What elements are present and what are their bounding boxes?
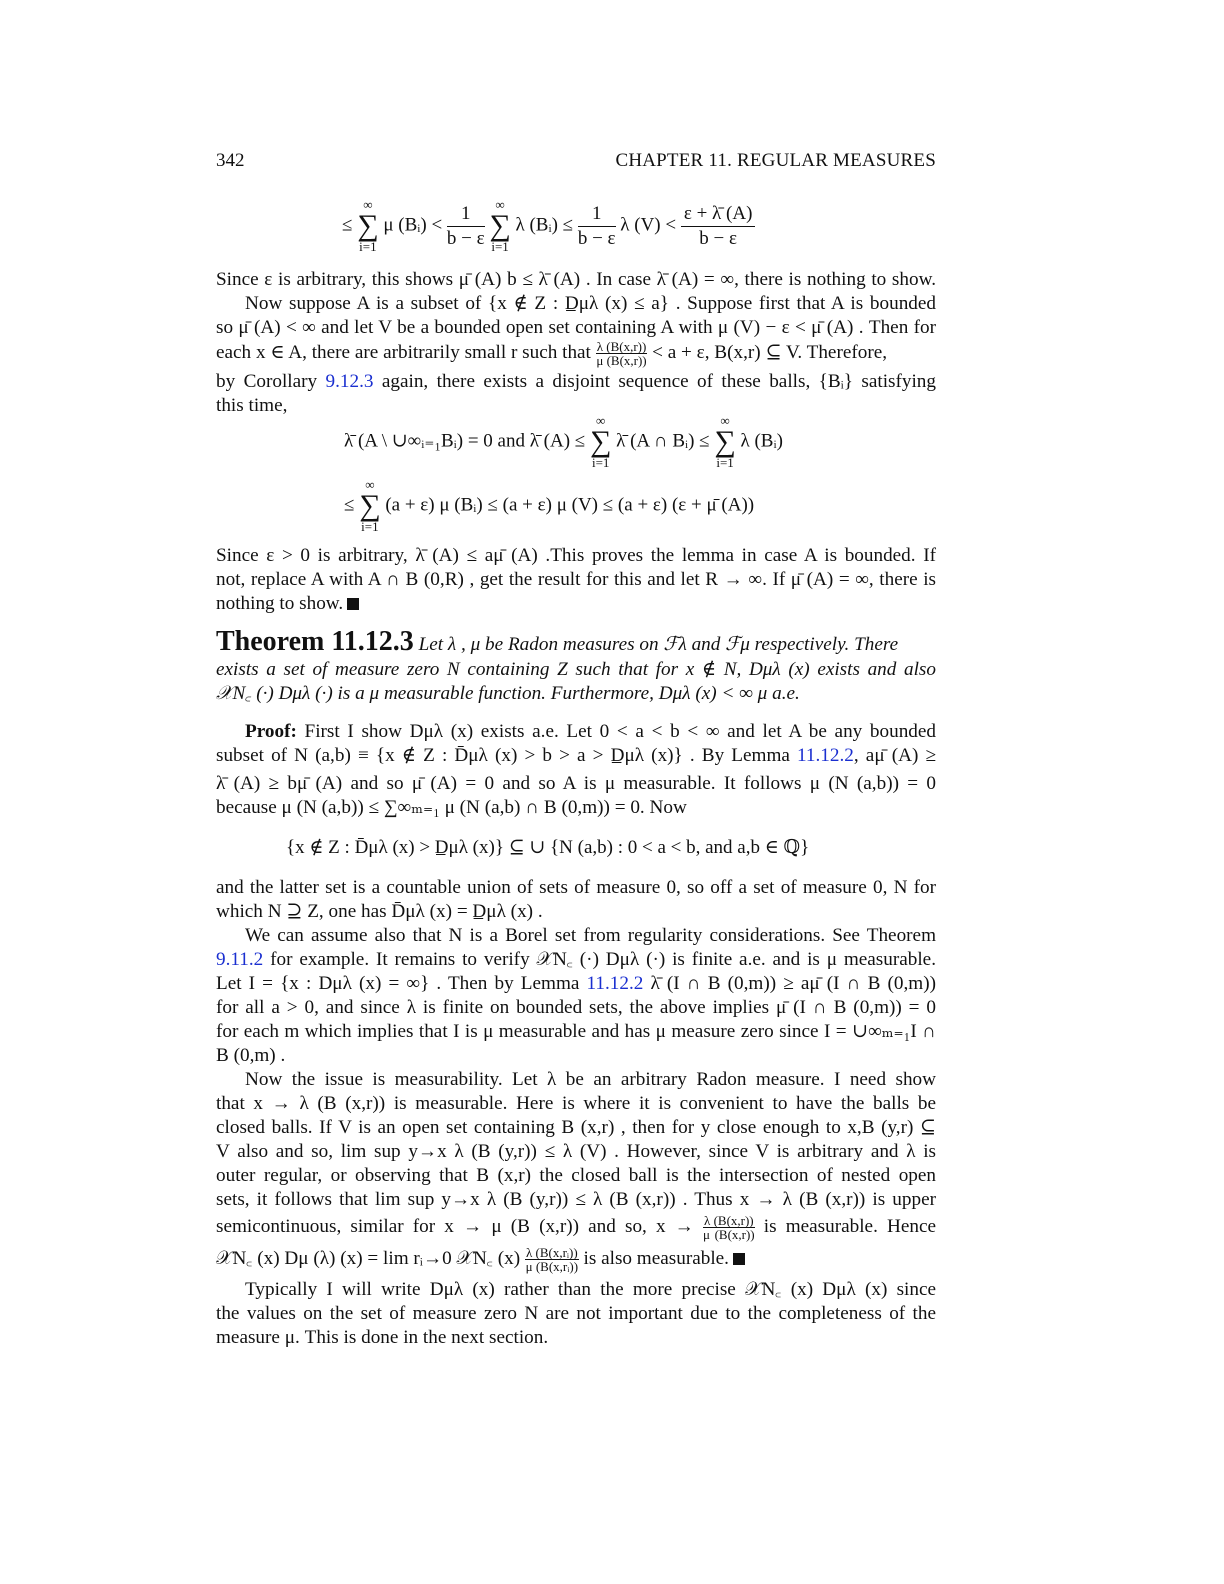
paragraph-line: for all a > 0, and since λ is finite on bounded sets, the above implies μ̄ (I ∩ B (0,m)) = 0: [216, 997, 936, 1018]
eq-text: λ (Bᵢ): [740, 430, 783, 452]
theorem-text: 𝒳N꜀ (·) Dμλ (·) is a μ measurable function. Furthermore, Dμλ (x) < ∞ μ a.e.: [216, 683, 800, 704]
fraction: $\frac{\varepsilon + \lambdā (A)}{b - \varepsilon}$: [681, 202, 756, 251]
paragraph-line: B (0,m) .: [216, 1045, 286, 1066]
paragraph-line: so μ̄ (A) < ∞ and let V be a bounded open set containing A with μ (V) − ε < μ̄ (A) . Then for: [216, 317, 936, 338]
page-number: 342: [216, 150, 245, 171]
summation: ∞ ∑ i=1: [590, 413, 612, 470]
paragraph-line: Since ε is arbitrary, this shows μ̄ (A) b ≤ λ̄ (A) . In case λ̄ (A) = ∞, there is nothing to show.: [216, 269, 936, 290]
paragraph-line: outer regular, or observing that B (x,r) the closed ball is the intersection of nested open: [216, 1165, 936, 1186]
text-span: First I show Dμλ (x) exists a.e. Let 0 < a < b < ∞ and let A be any bounded: [304, 721, 937, 742]
theorem-text: exists a set of measure zero N containing Z such that for x ∉ N, Dμλ (x) exists and also: [216, 659, 936, 680]
lemma-link[interactable]: 11.12.2: [586, 973, 644, 994]
proof-line: which N ⊇ Z, one has D̄μλ (x) = D̲μλ (x) .: [216, 901, 543, 922]
theorem-link[interactable]: 9.11.2: [216, 949, 264, 970]
qed-square-icon: [733, 1253, 745, 1265]
eq-text: μ (Bᵢ) <: [383, 214, 443, 236]
theorem-text: Let λ , μ be Radon measures on ℱλ and ℱμ respectively. There: [418, 634, 899, 655]
proof-line: and the latter set is a countable union of sets of measure 0, so off a set of measure 0, N for: [216, 877, 936, 898]
fraction: $\frac{1}{b - \varepsilon}$: [577, 202, 616, 249]
paragraph-line: for each m which implies that I is μ measurable and has μ measure zero since I = ∪∞ₘ₌₁I ∩: [216, 1021, 936, 1042]
paragraph-line: V also and so, lim sup y→x λ (B (y,r)) ≤ λ (V) . However, since V is arbitrary and λ is: [216, 1141, 936, 1162]
text-span: subset of N (a,b) ≡ {x ∉ Z : D̄μλ (x) > b > a > D̲μλ (x)} . By Lemma: [216, 745, 790, 766]
paragraph-line: Since ε > 0 is arbitrary, λ̄ (A) ≤ aμ̄ (A) .This proves the lemma in case A is bounded. If: [216, 545, 936, 566]
proof-line: because μ (N (a,b)) ≤ ∑∞ₘ₌₁ μ (N (a,b) ∩ B (0,m)) = 0. Now: [216, 797, 687, 818]
display-equation-4: {x ∉ Z : D̄μλ (x) > D̲μλ (x)} ⊆ ∪ {N (a,b) : 0 < a < b, and a,b ∈ ℚ}: [286, 837, 810, 858]
lemma-link[interactable]: 11.12.2: [797, 745, 854, 766]
eq-text: (a + ε) μ (Bᵢ) ≤ (a + ε) μ (V) ≤ (a + ε) (ε + μ̄ (A)): [385, 494, 755, 516]
summation: ∞ ∑ i=1: [359, 477, 381, 534]
paragraph-line: closed balls. If V is an open set containing B (x,r) , then for y close enough to x,B (y,r) ⊆: [216, 1117, 936, 1138]
paragraph-line: that x → λ (B (x,r)) is measurable. Here is where it is convenient to have the balls be: [216, 1093, 936, 1114]
paragraph-line: [216, 370, 936, 394]
fraction: $\frac{1}{b - \varepsilon}$: [446, 202, 485, 249]
eq-text: λ (Bᵢ) ≤: [515, 214, 574, 236]
paragraph-line: Typically I will write Dμλ (x) rather than the more precise 𝒳N꜀ (x) Dμλ (x) since: [245, 1279, 936, 1300]
text-span: is measurable. Hence: [763, 1215, 936, 1237]
paragraph-line: the values on the set of measure zero N are not important due to the completeness of the: [216, 1303, 936, 1324]
text-span: 𝒳N꜀ (x) Dμ (λ) (x) = lim rᵢ→0 𝒳N꜀ (x): [216, 1247, 521, 1269]
summation: ∞ ∑ i=1: [489, 197, 511, 254]
qed-square-icon: [347, 598, 359, 610]
proof-line: λ̄ (A) ≥ bμ̄ (A) and so μ̄ (A) = 0 and so A is μ measurable. It follows μ (N (a,b)) = 0: [216, 773, 936, 794]
summation: ∞ ∑ i=1: [714, 413, 736, 470]
text-span: nothing to show.: [216, 593, 344, 614]
text-span: λ̄ (I ∩ B (0,m)) ≥ aμ̄ (I ∩ B (0,m)): [650, 973, 937, 994]
inline-fraction: $\frac{\text{λ (B(x,rᵢ))}}{\text{μ (B(x,rᵢ))}}$: [525, 1245, 579, 1274]
theorem-line: [216, 626, 936, 661]
corollary-link[interactable]: 9.12.3: [325, 371, 374, 392]
paragraph-line: [216, 1214, 936, 1241]
eq-text: ≤: [344, 494, 355, 516]
proof-line: [216, 744, 936, 768]
text-span: , aμ̄ (A) ≥: [853, 745, 937, 766]
eq-text: λ̄ (A \ ∪∞ᵢ₌₁Bᵢ) = 0 and λ̄ (A) ≤: [344, 430, 586, 452]
paragraph-line: [216, 948, 936, 972]
inline-fraction: $\frac{\lambda (B(x,r))}{\mu (B(x,r))}$: [703, 1213, 755, 1242]
paragraph-line: Now the issue is measurability. Let λ be an arbitrary Radon measure. I need show: [245, 1069, 936, 1090]
text-span: is also measurable.: [583, 1247, 729, 1269]
eq-text: λ (V) <: [620, 214, 677, 236]
summation: ∞ ∑ i=1: [357, 197, 379, 254]
paragraph-line: [216, 972, 936, 996]
eq-text: ≤: [342, 214, 353, 236]
paragraph-line: sets, it follows that lim sup y→x λ (B (y,r)) ≤ λ (B (x,r)) . Thus x → λ (B (x,r)) is upper: [216, 1189, 936, 1210]
text-span: by Corollary: [216, 371, 318, 392]
text-span: < a + ε, B(x,r) ⊆ V. Therefore,: [652, 341, 888, 363]
text-span: each x ∈ A, there are arbitrarily small r such that: [216, 341, 591, 363]
proof-line: [216, 720, 936, 744]
display-equation-2: [344, 414, 783, 470]
display-equation-1: [342, 198, 755, 254]
text-span: again, there exists a disjoint sequence of these balls, {Bᵢ} satisfying: [381, 371, 936, 392]
paragraph-line: not, replace A with A ∩ B (0,R) , get the result for this and let R → ∞. If μ̄ (A) = ∞, there is: [216, 569, 936, 590]
text-span: for example. It remains to verify 𝒳N꜀ (·) Dμλ (·) is finite a.e. and is μ measurable.: [270, 949, 936, 970]
text-span: Let I = {x : Dμλ (x) = ∞} . Then by Lemma: [216, 973, 580, 994]
proof-label: Proof:: [245, 721, 297, 742]
paragraph-line: [216, 592, 936, 616]
inline-fraction: $\frac{\lambda (B(x,r))}{\mu (B(x,r))}$: [596, 339, 647, 368]
paragraph-line: [216, 1246, 936, 1273]
eq-text: λ̄ (A ∩ Bᵢ) ≤: [616, 430, 710, 452]
paragraph-line: this time,: [216, 395, 288, 416]
paragraph-line: measure μ. This is done in the next section.: [216, 1327, 549, 1348]
paragraph-line: [216, 340, 936, 367]
chapter-title: CHAPTER 11. REGULAR MEASURES: [615, 150, 936, 171]
paragraph-line: Now suppose A is a subset of {x ∉ Z : D̲μλ (x) ≤ a} . Suppose first that A is bounded: [245, 293, 936, 314]
paragraph-line: We can assume also that N is a Borel set from regularity considerations. See Theorem: [245, 925, 936, 946]
theorem-title: Theorem 11.12.3: [216, 626, 414, 657]
text-span: semicontinuous, similar for x → μ (B (x,r)) and so, x →: [216, 1215, 694, 1237]
display-equation-3: [344, 478, 754, 534]
